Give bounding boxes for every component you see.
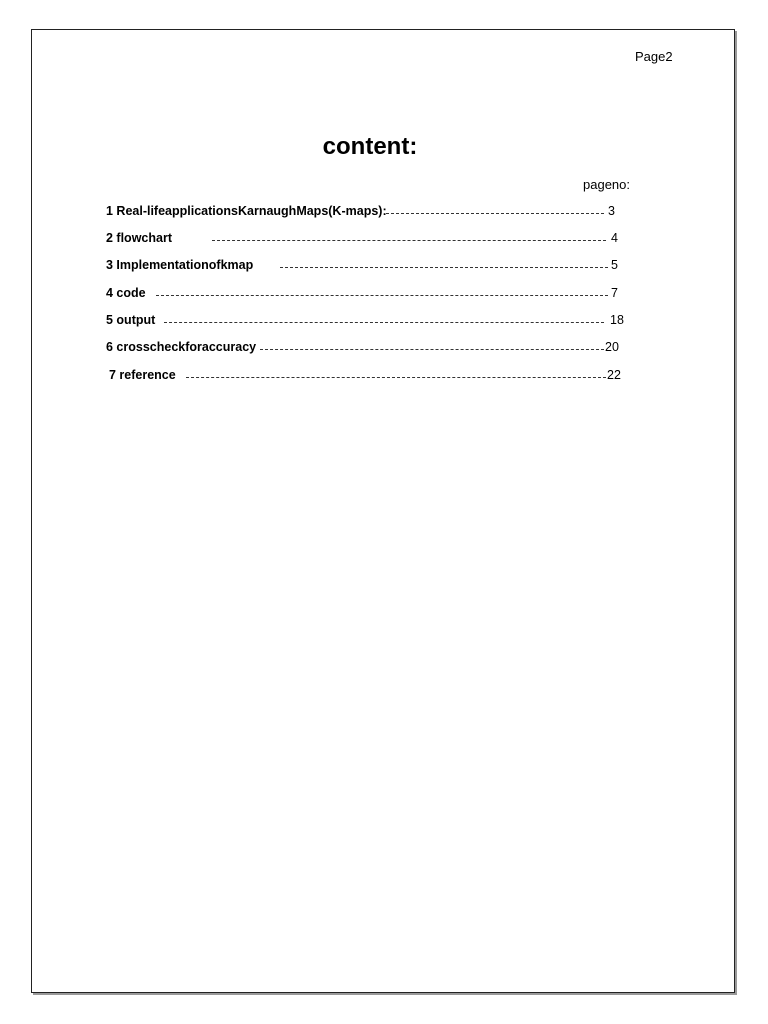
toc-entry: [106, 313, 626, 333]
toc-entry: [106, 286, 626, 306]
toc-entry: [109, 368, 629, 388]
toc-entry: [106, 340, 626, 360]
toc-entry-label: 2 flowchart: [106, 231, 172, 245]
toc-entry-page: 3: [608, 204, 615, 218]
toc-entry-page: 4: [611, 231, 618, 245]
toc-entry-page: 7: [611, 286, 618, 300]
toc-entry-label: 1 Real-lifeapplicationsKarnaughMaps(K-maps):: [106, 204, 387, 218]
toc-entry-label: 7 reference: [109, 368, 176, 382]
toc-entry: [106, 231, 626, 251]
dot-leader: [280, 267, 608, 268]
toc-entry-label: 4 code: [106, 286, 146, 300]
toc-entry-page: 20: [605, 340, 619, 354]
dot-leader: [212, 240, 606, 241]
dot-leader: [186, 377, 606, 378]
toc-entry: [106, 204, 626, 224]
toc-entry-page: 18: [610, 313, 624, 327]
toc-entry-page: 5: [611, 258, 618, 272]
pageno-header: pageno:: [583, 177, 630, 192]
dot-leader: [386, 213, 604, 214]
toc-entry-label: 6 crosscheckforaccuracy: [106, 340, 257, 354]
toc-entry-page: 22: [607, 368, 621, 382]
page-number: Page2: [635, 49, 673, 64]
toc-entry-label: 5 output: [106, 313, 156, 327]
toc-title: content:: [322, 133, 418, 160]
dot-leader: [164, 322, 604, 323]
dot-leader: [260, 349, 604, 350]
toc-entry-label: 3 Implementationofkmap: [106, 258, 254, 272]
dot-leader: [156, 295, 608, 296]
page-frame: [31, 29, 735, 993]
toc-entry: [106, 258, 626, 278]
